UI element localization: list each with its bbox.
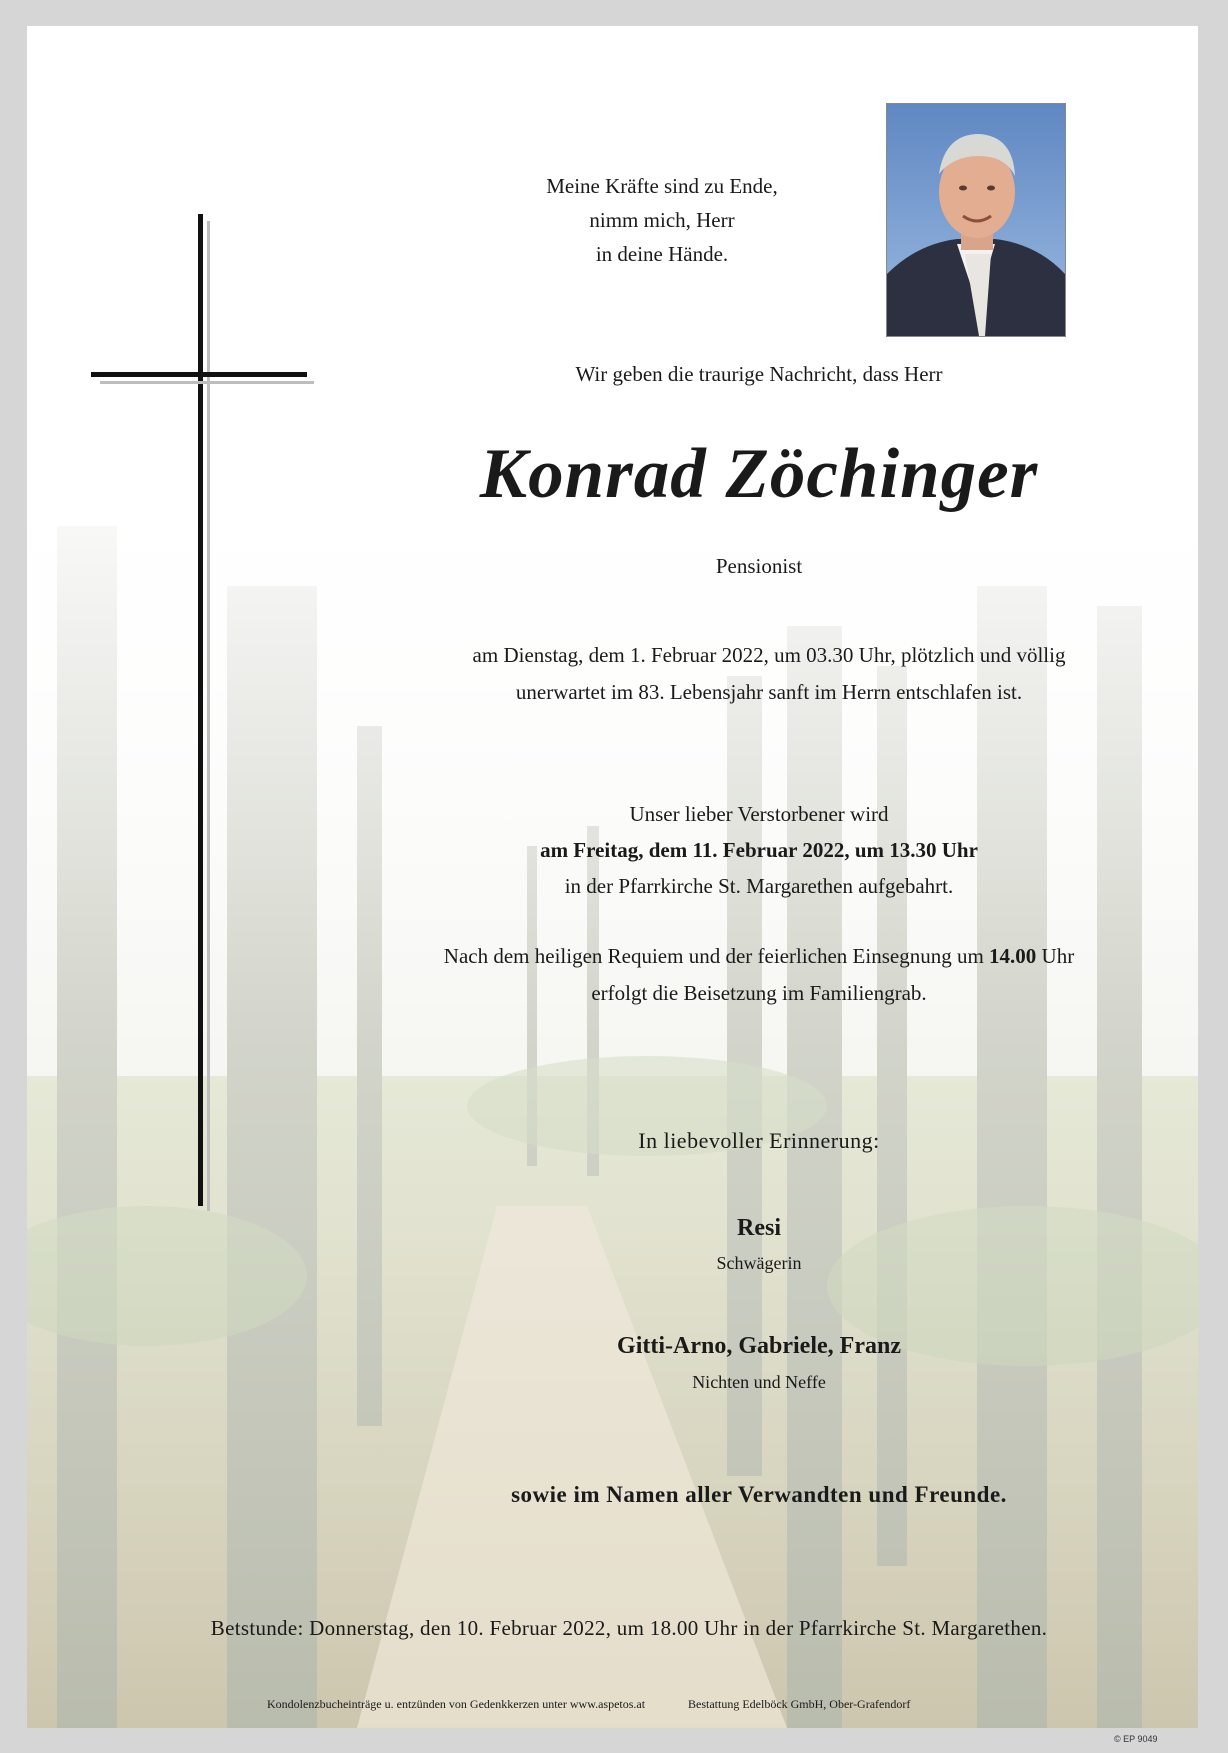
burial-time: 14.00 [989, 944, 1037, 968]
burial-line-1-end: Uhr [1036, 944, 1075, 968]
death-notice-line: unerwartet im 83. Lebensjahr sanft im Herrn entschlafen ist. [515, 680, 1023, 704]
funeral-line-1: Unser lieber Verstorbener wird [629, 802, 889, 826]
obituary-card [27, 26, 1198, 1728]
cross-horizontal-bar [91, 372, 307, 377]
burial-line-1-start: Nach dem heiligen Requiem und der feierlichen Einsegnung um [443, 944, 990, 968]
mourner-name: Gitti-Arno, Gabriele, Franz [617, 1333, 901, 1359]
announcement-text: Wir geben die traurige Nachricht, dass Herr [575, 362, 943, 386]
portrait-photo [886, 103, 1066, 337]
mourner-relation: Nichten und Neffe [692, 1372, 826, 1392]
print-code: © EP 9049 [1114, 1734, 1158, 1744]
mourner-name: Resi [737, 1215, 781, 1241]
undertaker-footer: Bestattung Edelböck GmbH, Ober-Grafendorf [688, 1697, 911, 1711]
motto-line: nimm mich, Herr [589, 208, 735, 232]
burial-details [359, 938, 1159, 1012]
mourner-relation: Schwägerin [716, 1253, 802, 1273]
burial-line-2: erfolgt die Beisetzung im Familiengrab. [591, 981, 927, 1005]
funeral-details [359, 796, 1159, 904]
memory-heading: In liebevoller Erinnerung: [638, 1128, 880, 1153]
funeral-date: am Freitag, dem 11. Februar 2022, um 13.30 Uhr [540, 838, 978, 862]
motto-line: in deine Hände. [595, 242, 729, 266]
death-notice [389, 637, 1149, 711]
closing-line: sowie im Namen aller Verwandten und Freunde. [511, 1482, 1007, 1507]
deceased-occupation: Pensionist [715, 554, 803, 578]
condolence-footer: Kondolenzbucheinträge u. entzünden von Gedenkkerzen unter www.aspetos.at [267, 1697, 646, 1711]
motto-verse [512, 169, 812, 271]
funeral-location: in der Pfarrkirche St. Margarethen aufgebahrt. [564, 874, 954, 898]
prayer-hour-notice: Betstunde: Donnerstag, den 10. Februar 2022, um 18.00 Uhr in der Pfarrkirche St. Margarethen. [210, 1616, 1048, 1640]
cross-vertical-bar [198, 214, 203, 1206]
death-notice-line: am Dienstag, dem 1. Februar 2022, um 03.30 Uhr, plötzlich und völlig [472, 643, 1066, 667]
deceased-name: Konrad Zöchinger [479, 435, 1039, 513]
burial-line-1 [359, 938, 1159, 975]
motto-line: Meine Kräfte sind zu Ende, [546, 174, 778, 198]
